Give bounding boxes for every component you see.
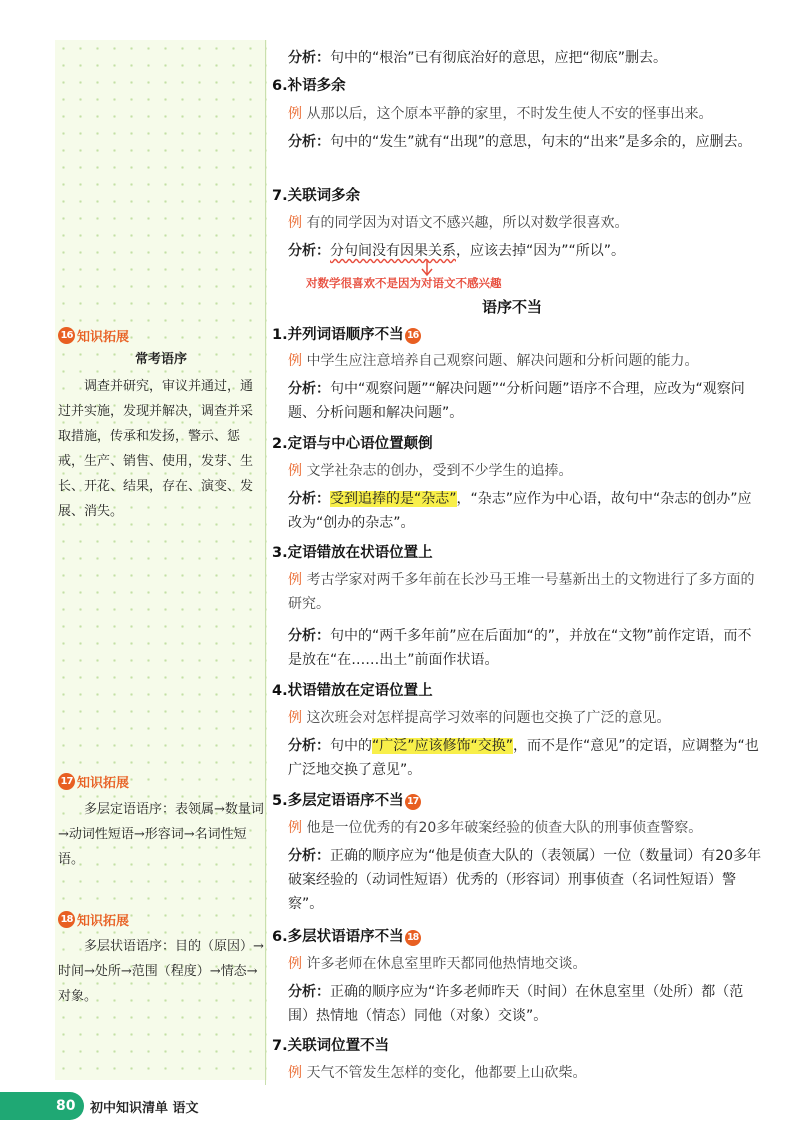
analysis-s5: 分析：正确的顺序应为“他是侦查大队的（表领属）一位（数量词）有20多年破案经验的（动词性短语）优秀的（形容词）刑事侦查（名词性短语）警察”。 xyxy=(288,848,762,912)
knowledge-box-title: 知识拓展 xyxy=(77,913,130,929)
handwritten-note: 对数学很喜欢不是因为对语文不感兴趣 xyxy=(306,276,502,290)
heading-s3: 3.定语错放在状语位置上 xyxy=(272,545,433,561)
heading-s5: 5.多层定语语序不当 17 xyxy=(272,789,762,813)
analysis-s2: 分析：受到追捧的是“杂志”，“杂志”应作为中心语，故句中“杂志的创办”应改为“创办的杂志”。 xyxy=(288,491,752,531)
knowledge-box-17 xyxy=(58,797,264,872)
knowledge-box-16 xyxy=(58,347,264,524)
badge-18: 18 xyxy=(405,930,421,946)
analysis-s6: 分析：正确的顺序应为“许多老师昨天（时间）在休息室里（处所）都（范围）热情地（情态）同他（对象）交谈”。 xyxy=(288,984,744,1024)
example-s6: 例 许多老师在休息室里昨天都同他热情地交谈。 xyxy=(288,956,587,972)
example-s1: 例 中学生应注意培养自己观察问题、解决问题和分析问题的能力。 xyxy=(288,353,699,369)
badge-17: 17 xyxy=(58,773,75,790)
example-s3: 例 考古学家对两千多年前在长沙马王堆一号墓新出土的文物进行了多方面的研究。 xyxy=(288,572,755,612)
knowledge-box-text: 调查并研究，审议并通过，通过并实施，发现并解决，调查并采取措施，传承和发扬，警示、惩戒，生产、销售、使用，发芽、生长、开花、结果，存在、演变、发展、消失。 xyxy=(58,379,254,519)
analysis-7: 分析：分句间没有因果关系，应该去掉“因为”“所以”。 xyxy=(288,243,626,259)
analysis-6: 分析：句中的“发生”就有“出现”的意思，句末的“出来”是多余的，应删去。 xyxy=(288,134,752,150)
example-7: 例 有的同学因为对语文不感兴趣，所以对数学很喜欢。 xyxy=(288,215,629,231)
analysis-s3: 分析：句中的“两千多年前”应在后面加“的”，并放在“文物”前作定语，而不是放在“在……出土”前面作状语。 xyxy=(288,628,752,668)
knowledge-box-17-header xyxy=(58,771,129,791)
example-s5: 例 他是一位优秀的有20多年破案经验的侦查大队的刑事侦查警察。 xyxy=(288,820,703,836)
analysis-line: 分析：句中的“根治”已有彻底治好的意思，应把“彻底”删去。 xyxy=(288,50,668,66)
heading-s2: 2.定语与中心语位置颠倒 xyxy=(272,436,433,452)
badge-16: 16 xyxy=(405,328,421,344)
knowledge-box-text: 多层状语语序：目的（原因）→时间→处所→范围（程度）→情态→对象。 xyxy=(58,939,264,1004)
heading-s7: 7.关联词位置不当 xyxy=(272,1038,390,1054)
analysis-s4: 分析：句中的“广泛”应该修饰“交换”，而不是作“意见”的定语，应调整为“也广泛地交换了意见”。 xyxy=(288,738,759,778)
example-6: 例 从那以后，这个原本平静的家里，不时发生使人不安的怪事出来。 xyxy=(288,106,713,122)
footer-title: 初中知识清单 语文 xyxy=(90,1101,199,1116)
heading-s4: 4.状语错放在定语位置上 xyxy=(272,683,433,699)
badge-17: 17 xyxy=(405,794,421,810)
analysis-s1: 分析：句中“观察问题”“解决问题”“分析问题”语序不合理，应改为“观察问题、分析问题和解决问题”。 xyxy=(288,381,745,421)
heading-7: 7.关联词多余 xyxy=(272,188,361,204)
heading-s6: 6.多层状语语序不当 18 xyxy=(272,925,762,949)
badge-16: 16 xyxy=(58,327,75,344)
heading-6: 6.补语多余 xyxy=(272,78,346,94)
knowledge-box-16-header xyxy=(58,325,129,345)
column-divider xyxy=(265,40,266,1085)
example-s2: 例 文学社杂志的创办，受到不少学生的追捧。 xyxy=(288,463,573,479)
section-title: 语序不当 xyxy=(482,298,543,316)
knowledge-box-subtitle: 常考语序 xyxy=(134,352,187,367)
example-s7: 例 天气不管发生怎样的变化，他都要上山砍柴。 xyxy=(288,1065,587,1081)
knowledge-box-title: 知识拓展 xyxy=(77,329,130,345)
knowledge-box-18 xyxy=(58,934,264,1009)
heading-s1: 1.并列词语顺序不当 16 xyxy=(272,323,762,347)
knowledge-box-18-header xyxy=(58,909,129,929)
badge-18: 18 xyxy=(58,911,75,928)
example-s4: 例 这次班会对怎样提高学习效率的问题也交换了广泛的意见。 xyxy=(288,710,671,726)
knowledge-box-title: 知识拓展 xyxy=(77,775,130,791)
knowledge-box-text: 多层定语语序：表领属→数量词→动词性短语→形容词→名词性短语。 xyxy=(58,802,264,867)
page-number: 80 xyxy=(56,1092,84,1120)
